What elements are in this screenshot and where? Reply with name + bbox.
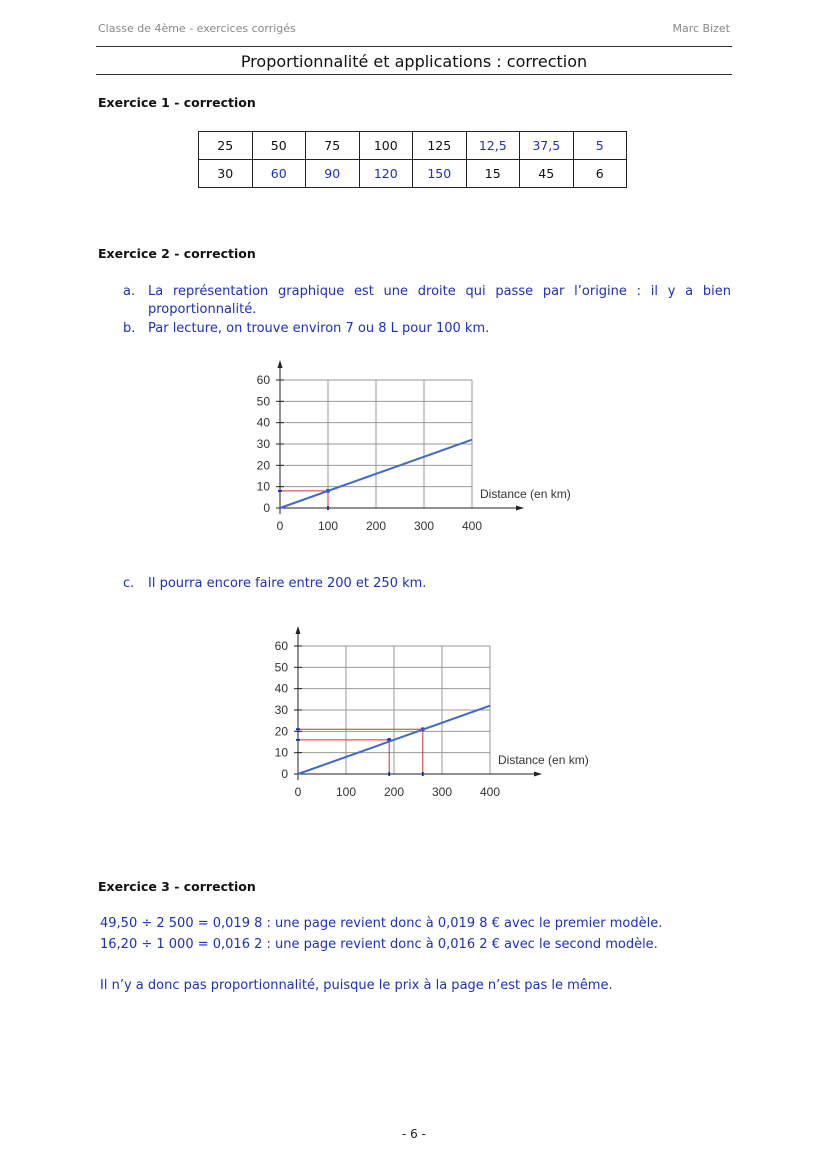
- distance-graph-c: [254, 624, 634, 804]
- table-cell-answer: 150: [413, 160, 467, 188]
- ex2-heading: Exercice 2 - correction: [98, 246, 256, 261]
- table-cell: 125: [413, 132, 467, 160]
- x-axis-label: Distance (en km): [480, 487, 571, 501]
- list-item: [123, 320, 731, 338]
- table-cell: 50: [252, 132, 306, 160]
- y-tick-label: 50: [274, 660, 288, 675]
- x-tick-label: 100: [317, 519, 339, 533]
- header-left: Classe de 4ème - exercices corrigés: [98, 22, 296, 35]
- x-tick-label: 400: [461, 519, 483, 533]
- table-cell: 30: [199, 160, 253, 188]
- y-tick-label: 30: [274, 703, 288, 717]
- table-cell: 6: [573, 160, 627, 188]
- y-tick-label: 0: [281, 767, 288, 781]
- list-marker: a.: [123, 284, 136, 299]
- list-marker: b.: [123, 321, 136, 336]
- table-cell-answer: 37,5: [520, 132, 574, 160]
- table-cell: 75: [306, 132, 360, 160]
- table-cell-answer: 12,5: [466, 132, 520, 160]
- y-tick-label: 0: [263, 501, 270, 515]
- header-rule: [96, 46, 732, 47]
- x-axis-arrow: [516, 506, 524, 511]
- table-cell-answer: 120: [359, 160, 413, 188]
- x-tick-label: 300: [413, 519, 435, 533]
- y-tick-label: 20: [274, 724, 288, 739]
- y-tick-label: 40: [256, 415, 270, 430]
- table-row: [199, 160, 627, 188]
- x-tick-label: 200: [365, 519, 387, 533]
- ex3-line-2: 16,20 ÷ 1 000 = 0,016 2 : une page revient donc à 0,016 2 € avec le second modèle.: [100, 937, 658, 952]
- table-cell: 15: [466, 160, 520, 188]
- x-axis-label: Distance (en km): [498, 753, 589, 767]
- y-axis-arrow: [278, 360, 283, 368]
- y-axis-arrow: [296, 626, 301, 634]
- x-tick-label: 400: [479, 785, 501, 799]
- list-marker: c.: [123, 576, 135, 591]
- y-tick-label: 10: [256, 479, 270, 494]
- y-tick-label: 10: [274, 745, 288, 760]
- title-rule: [96, 74, 732, 75]
- ex3-conclusion: Il n’y a donc pas proportionnalité, puisque le prix à la page n’est pas le même.: [100, 978, 613, 993]
- y-tick-label: 60: [256, 373, 270, 387]
- table-cell-answer: 90: [306, 160, 360, 188]
- distance-graph-b: [236, 358, 616, 538]
- table-row: [199, 132, 627, 160]
- list-item-text: Par lecture, on trouve environ 7 ou 8 L pour 100 km.: [148, 321, 490, 336]
- x-axis-arrow: [534, 772, 542, 777]
- ex3-line-1: 49,50 ÷ 2 500 = 0,019 8 : une page revient donc à 0,019 8 € avec le premier modèle.: [100, 916, 663, 931]
- table-cell: 25: [199, 132, 253, 160]
- ex1-table: [198, 131, 627, 188]
- list-item-text: La représentation graphique est une droite qui passe par l’origine : il y a bien proportionnalité.: [148, 284, 731, 317]
- table-cell-answer: 5: [573, 132, 627, 160]
- list-item: [123, 283, 731, 319]
- x-tick-label: 0: [294, 785, 302, 799]
- y-tick-label: 20: [256, 458, 270, 473]
- x-tick-label: 300: [431, 785, 453, 799]
- page-number: - 6 -: [402, 1127, 426, 1141]
- header-right: Marc Bizet: [672, 22, 730, 35]
- ex1-heading: Exercice 1 - correction: [98, 95, 256, 110]
- y-tick-label: 30: [256, 437, 270, 451]
- table-cell: 45: [520, 160, 574, 188]
- y-tick-label: 50: [256, 394, 270, 409]
- page-title: Proportionnalité et applications : correction: [240, 52, 588, 71]
- y-tick-label: 60: [274, 639, 288, 653]
- x-tick-label: 100: [335, 785, 357, 799]
- y-tick-label: 40: [274, 681, 288, 696]
- table-cell-answer: 60: [252, 160, 306, 188]
- list-item: [123, 575, 731, 593]
- ex3-heading: Exercice 3 - correction: [98, 879, 256, 894]
- table-cell: 100: [359, 132, 413, 160]
- x-tick-label: 200: [383, 785, 405, 799]
- x-tick-label: 0: [276, 519, 284, 533]
- list-item-text: Il pourra encore faire entre 200 et 250 km.: [148, 576, 427, 591]
